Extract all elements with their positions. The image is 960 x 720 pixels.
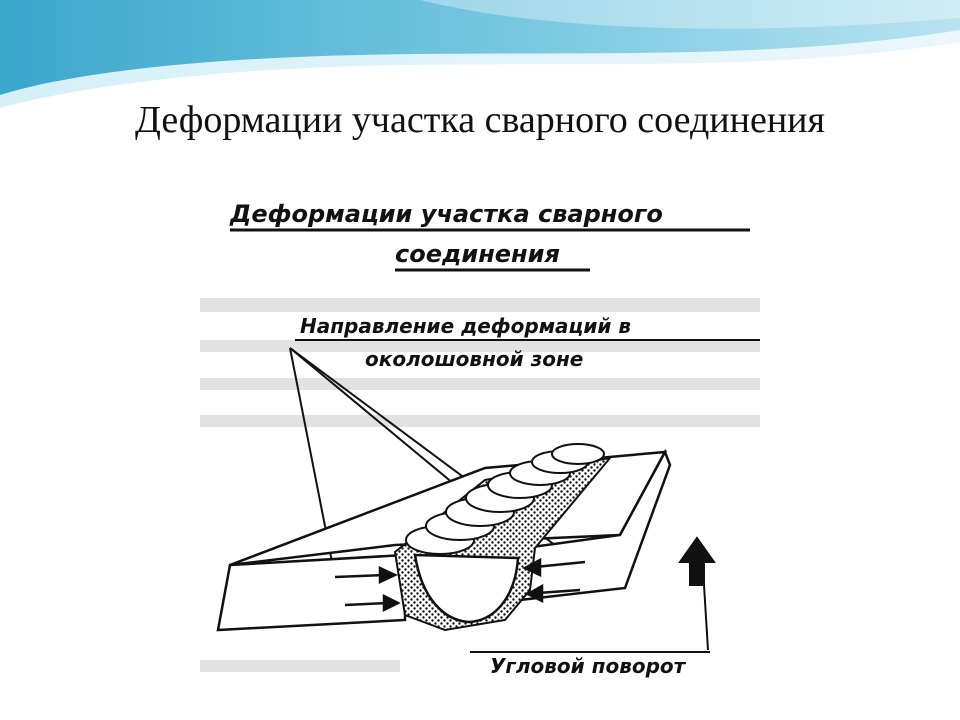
angular-rotation-arrow	[680, 538, 714, 585]
figure-heading-line1: Деформации участка сварного	[230, 200, 663, 228]
slide-title: Деформации участка сварного соединения	[135, 99, 825, 141]
figure-heading-line2: соединения	[395, 240, 560, 268]
label-deformation-direction-line2: околошовной зоне	[365, 347, 584, 371]
header-wave-decoration	[0, 0, 960, 110]
label-angular-rotation: Угловой поворот	[490, 654, 686, 678]
angular-leader-line	[704, 585, 708, 650]
weld-deformation-figure	[200, 190, 770, 710]
label-deformation-direction-line1: Направление деформаций в	[300, 314, 632, 338]
